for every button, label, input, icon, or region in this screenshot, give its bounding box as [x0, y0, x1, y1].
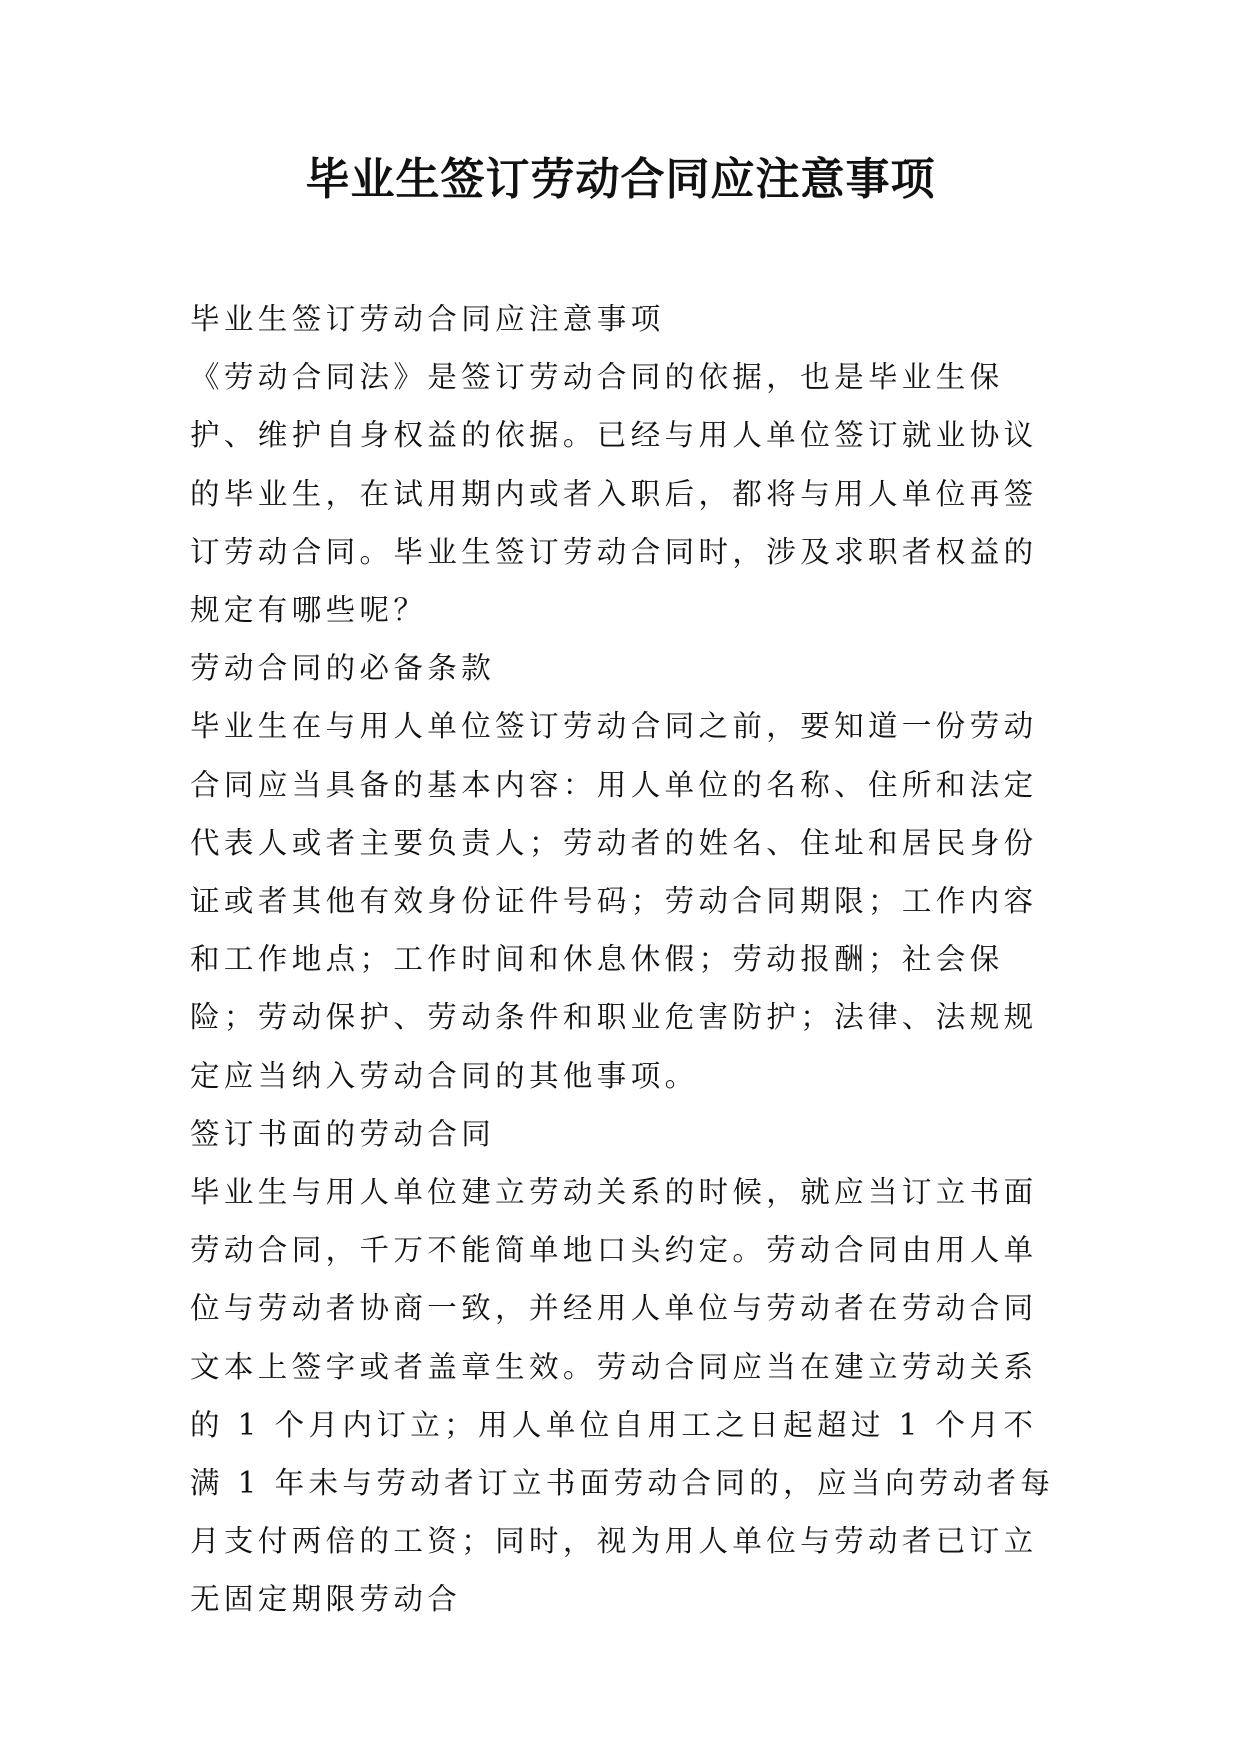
- section-heading-intro: 毕业生签订劳动合同应注意事项: [190, 302, 665, 336]
- document-title: 毕业生签订劳动合同应注意事项: [305, 154, 936, 205]
- section-heading-required-clauses: 劳动合同的必备条款: [190, 651, 496, 686]
- paragraph-intro: 《劳动合同法》是签订劳动合同的依据，也是毕业生保护、维护自身权益的依据。已经与用人单位签订就业协议的毕业生，在试用期内或者入职后，都将与用人单位再签订劳动合同。毕业生签订劳动合同时，涉及求职者权益的规定有哪些呢？: [190, 360, 1038, 628]
- paragraph-required-clauses: 毕业生在与用人单位签订劳动合同之前，要知道一份劳动合同应当具备的基本内容：用人单位的名称、住所和法定代表人或者主要负责人；劳动者的姓名、住址和居民身份证或者其他有效身份证件号码；劳动合同期限；工作内容和工作地点；工作时间和休息休假；劳动报酬；社会保险；劳动保护、劳动条件和职业危害防护；法律、法规规定应当纳入劳动合同的其他事项。: [190, 709, 1038, 1093]
- document-body: [190, 290, 1070, 1629]
- section-heading-written-contract: 签订书面的劳动合同: [190, 1116, 496, 1151]
- paragraph-written-contract: 毕业生与用人单位建立劳动关系的时候，就应当订立书面劳动合同，千万不能简单地口头约定。劳动合同由用人单位与劳动者协商一致，并经用人单位与劳动者在劳动合同文本上签字或者盖章生效。劳动合同应当在建立劳动关系的 1 个月内订立；用人单位自用工之日起超过 1 个月不满 1 年未与劳动者订立书面劳动合同的，应当向劳动者每月支付两倍的工资；同时，视为用人单位与劳动者已订立无固定期限劳动合: [190, 1175, 1055, 1617]
